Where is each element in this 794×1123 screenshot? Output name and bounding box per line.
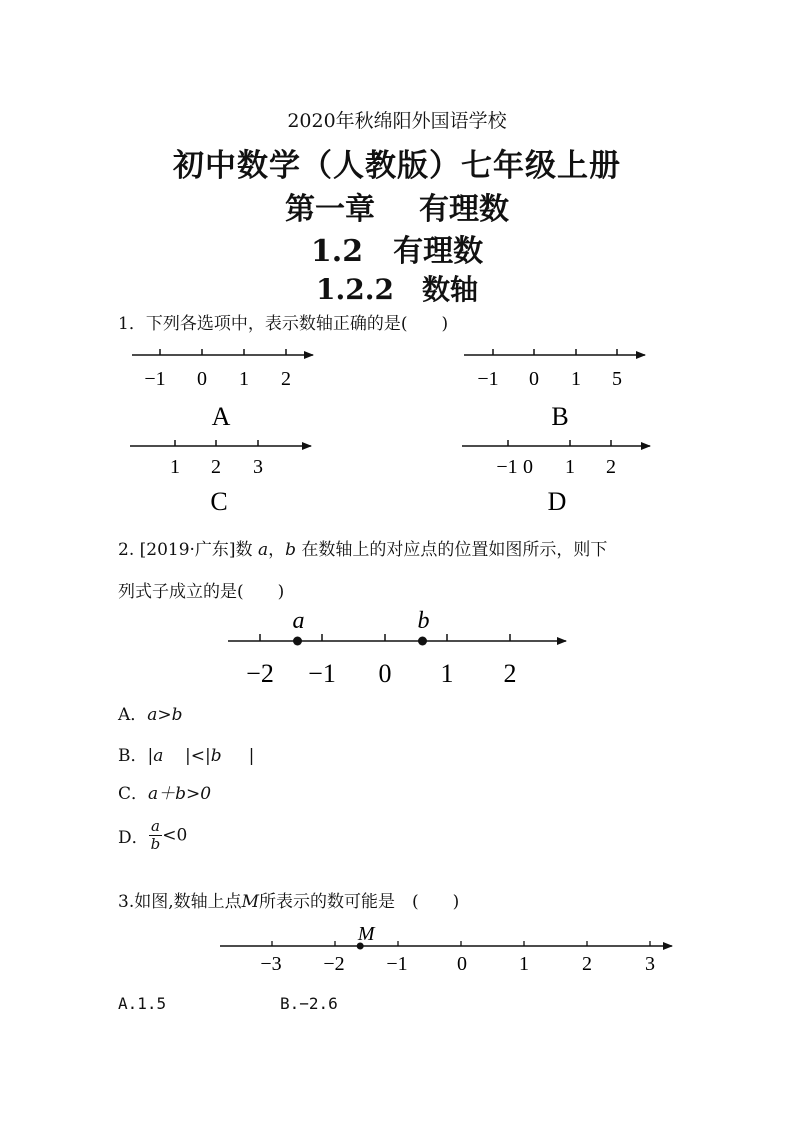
q1b-tick: 0 xyxy=(529,368,539,390)
q2-tick: 1 xyxy=(440,659,454,688)
q2-tick: 0 xyxy=(378,659,392,688)
q3-option-b: B.−2.6 xyxy=(280,994,338,1013)
q1-axis-c xyxy=(130,440,311,516)
q2-option-b: B．|a |<|b | xyxy=(118,746,255,766)
section-title: 1.2 有理数 xyxy=(310,234,484,269)
q1b-tick: 5 xyxy=(612,368,622,390)
fraction-a-over-b: $\frac{a}{b}$ xyxy=(150,817,161,853)
q1a-tick: −1 xyxy=(144,368,166,390)
q2-stem-line2: 列式子成立的是( ) xyxy=(118,582,285,602)
q1-axis-d xyxy=(462,440,650,516)
school-title: 2020年秋绵阳外国语学校 xyxy=(287,110,507,132)
chapter-name: 有理数 xyxy=(419,192,509,227)
point-a-dot xyxy=(293,637,302,646)
q1c-tick: 1 xyxy=(170,456,180,478)
q1d-tick: −1 xyxy=(496,456,518,478)
q2-tick: −1 xyxy=(308,659,336,688)
q3-tick: −2 xyxy=(323,953,345,975)
q1-option-c-letter: C xyxy=(210,487,228,516)
subsection-title: 1.2.2 数轴 xyxy=(316,273,478,306)
point-b-label: b xyxy=(417,608,430,634)
q1d-tick: 0 xyxy=(523,456,533,478)
q1a-tick: 2 xyxy=(281,368,291,390)
q1-axis-a xyxy=(132,349,313,431)
q1-option-b-letter: B xyxy=(551,402,569,431)
q3-tick: 0 xyxy=(457,953,467,975)
q1a-tick: 1 xyxy=(239,368,249,390)
q3-axis xyxy=(220,923,672,975)
q1-axis-b xyxy=(464,349,645,431)
q2-var-a: a xyxy=(257,540,269,560)
q2-stem-part: 在数轴上的对应点的位置如图所示，则下 xyxy=(296,540,608,560)
q2-option-d: D． $\frac{a}{b}$ <0 xyxy=(118,817,188,853)
q2-option-a: A．a>b xyxy=(118,705,183,725)
q2-axis xyxy=(228,608,566,688)
q1d-tick: 2 xyxy=(606,456,616,478)
q3-tick: −3 xyxy=(260,953,282,975)
q1-option-a-letter: A xyxy=(211,402,231,431)
q3-tick: 1 xyxy=(519,953,529,975)
q1b-tick: 1 xyxy=(571,368,581,390)
point-m-label: M xyxy=(357,923,375,945)
course-title: 初中数学（人教版）七年级上册 xyxy=(173,148,621,184)
q1c-tick: 2 xyxy=(211,456,221,478)
q1b-tick: −1 xyxy=(477,368,499,390)
q3-stem: 3.如图,数轴上点M所表示的数可能是 ( ) xyxy=(118,892,460,912)
q1-stem: 1．下列各选项中，表示数轴正确的是( ) xyxy=(118,314,449,334)
q2-stem-line1 xyxy=(118,535,607,560)
q2-var-b: b xyxy=(285,540,296,560)
chapter-number: 第一章 xyxy=(285,192,375,227)
q2-comma: ， xyxy=(268,540,286,560)
q2-option-c: C．a＋b>0 xyxy=(118,784,212,804)
q3-option-a: A.1.5 xyxy=(118,994,167,1013)
point-a-label: a xyxy=(292,608,305,634)
q2-tick: −2 xyxy=(246,659,274,688)
q3-var-m: M xyxy=(241,892,260,912)
q1-option-d-letter: D xyxy=(547,487,567,516)
q3-tick: 2 xyxy=(582,953,592,975)
q1d-tick: 1 xyxy=(565,456,575,478)
q1c-tick: 3 xyxy=(253,456,263,478)
q2-stem-part: 2. [2019·广东]数 xyxy=(118,540,258,560)
point-b-dot xyxy=(418,637,427,646)
q1a-tick: 0 xyxy=(197,368,207,390)
q3-tick: 3 xyxy=(645,953,655,975)
q2-tick: 2 xyxy=(503,659,517,688)
q3-tick: −1 xyxy=(386,953,408,975)
